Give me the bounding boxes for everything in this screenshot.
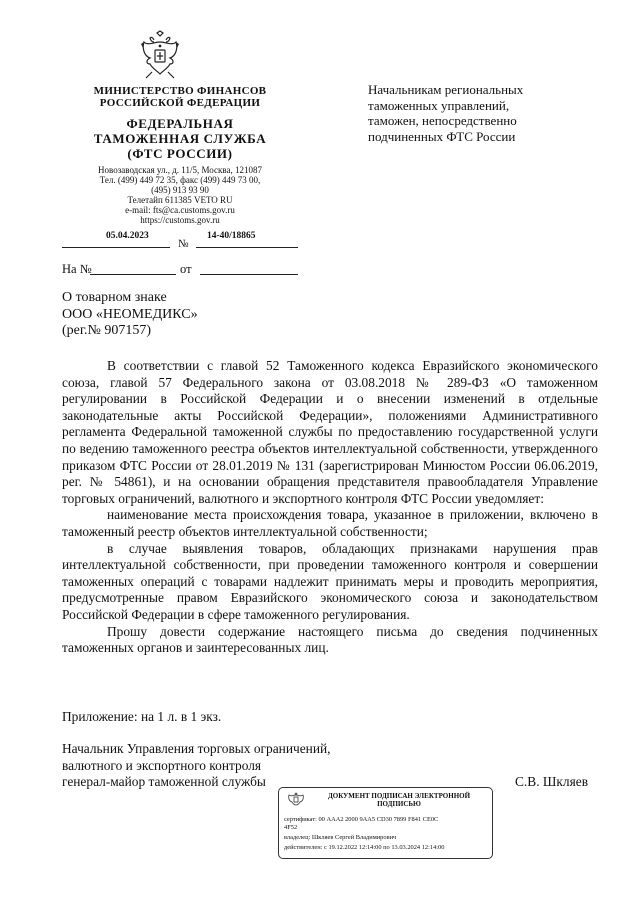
subject-block (62, 290, 198, 340)
addressee-line: Начальникам региональных (368, 82, 524, 97)
registration-number: 14-40/18865 (207, 231, 256, 241)
signer-title-line: Начальник Управления торговых ограничений, (62, 741, 331, 756)
service-line-1: ФЕДЕРАЛЬНАЯ (126, 116, 234, 131)
body-paragraph: в случае выявления товаров, обладающих признаками нарушения прав интеллектуальной собственности, при проведении таможенного контроля и совершении таможенных операций с товарами надлежит принимать меры и проводить мероприятия, предусмотренные правом Евразийского экономического союза и законодательством Российской Федерации в сфере таможенного регулирования. (62, 540, 598, 622)
ministry-line-2: РОССИЙСКОЙ ФЕДЕРАЦИИ (99, 97, 261, 109)
contact-website: https://customs.gov.ru (140, 215, 220, 225)
signer-name: С.В. Шкляев (515, 774, 589, 789)
reference-label: На № (62, 262, 92, 276)
stamp-title-line-1: ДОКУМЕНТ ПОДПИСАН ЭЛЕКТРОННОЙ (327, 792, 471, 800)
coat-of-arms-icon (138, 30, 182, 80)
addressee-line: подчиненных ФТС России (368, 128, 516, 144)
body-paragraph: В соответствии с главой 52 Таможенного кодекса Евразийского экономического союза, главой 57 Федерального закона от 03.08.2018 № 289-ФЗ «О таможенном регулировании в Российской Федерации и о внесении изменений в отдельные законодательные акты Российской Федерации», положениями Административного регламента Федеральной таможенной службы по предоставлению государственной услуги по ведению таможенного реестра объектов интеллектуальной собственности, утвержденного приказом ФТС России от 28.01.2019 № 131 (зарегистрирован Минюстом России 06.06.2019, рег. № 54861), и на основании обращения представителя правообладателя Управление торговых ограничений, валютного и экспортного контроля ФТС России уведомляет: (62, 358, 598, 506)
contact-block (60, 165, 300, 225)
electronic-signature-stamp (278, 787, 493, 859)
contact-phone: Тел. (499) 449 72 35, факс (499) 449 73 00, (99, 175, 261, 185)
contact-phone-2: (495) 913 93 90 (151, 185, 209, 195)
registration-row (62, 231, 298, 251)
stamp-title-line-2: ПОДПИСЬЮ (377, 800, 421, 808)
date-underline (62, 247, 170, 248)
subject-line: О товарном знаке (62, 290, 167, 305)
addressee-line: таможен, непосредственно (368, 113, 517, 128)
contact-teletype: Телетайп 611385 VETO RU (127, 195, 233, 205)
ministry-line-1: МИНИСТЕРСТВО ФИНАНСОВ (93, 85, 267, 97)
reference-row (62, 262, 302, 278)
signer-title-line: валютного и экспортного контроля (62, 757, 262, 773)
service-line-2: ТАМОЖЕННАЯ СЛУЖБА (93, 131, 267, 146)
signer-title-line: генерал-майор таможенной службы (62, 774, 266, 789)
stamp-title (311, 792, 487, 808)
reference-date-line (200, 274, 298, 275)
subject-line: ООО «НЕОМЕДИКС» (62, 306, 198, 322)
addressee-block (368, 82, 588, 144)
contact-email: e-mail: fts@ca.customs.gov.ru (125, 205, 235, 215)
stamp-certificate-cont: 4F52 (284, 824, 298, 831)
signer-title (62, 741, 331, 791)
registration-date: 05.04.2023 (106, 231, 149, 241)
body-paragraph: наименование места происхождения товара, указанное в приложении, включено в таможенный реестр объектов интеллектуальной собственности; (62, 507, 598, 539)
stamp-owner: владелец: Шкляев Сергей Владимирович (284, 834, 397, 841)
contact-address: Новозаводская ул., д. 11/5, Москва, 121087 (98, 165, 262, 175)
coat-of-arms-icon (287, 792, 305, 806)
service-line-3: (ФТС РОССИИ) (127, 146, 233, 161)
attachment-note: Приложение: на 1 л. в 1 экз. (62, 709, 222, 724)
reference-from-label: от (180, 262, 192, 276)
number-underline (196, 247, 298, 248)
body-paragraph: Прошу довести содержание настоящего письма до сведения подчиненных таможенных органов и заинтересованных лиц. (62, 623, 598, 656)
stamp-certificate: сертификат: 00 AAA2 2000 9AA5 CD30 7899 F841 CE0C (284, 816, 439, 823)
ministry-name (60, 85, 300, 109)
stamp-validity: действителен: с 19.12.2022 12:14:00 по 13.03.2024 12:14:00 (284, 844, 445, 851)
subject-line: (рег.№ 907157) (62, 323, 152, 338)
registration-number-label: № (178, 238, 189, 250)
letter-body (62, 358, 598, 657)
service-name (60, 116, 300, 161)
reference-number-line (90, 274, 176, 275)
addressee-line: таможенных управлений, (368, 97, 510, 113)
